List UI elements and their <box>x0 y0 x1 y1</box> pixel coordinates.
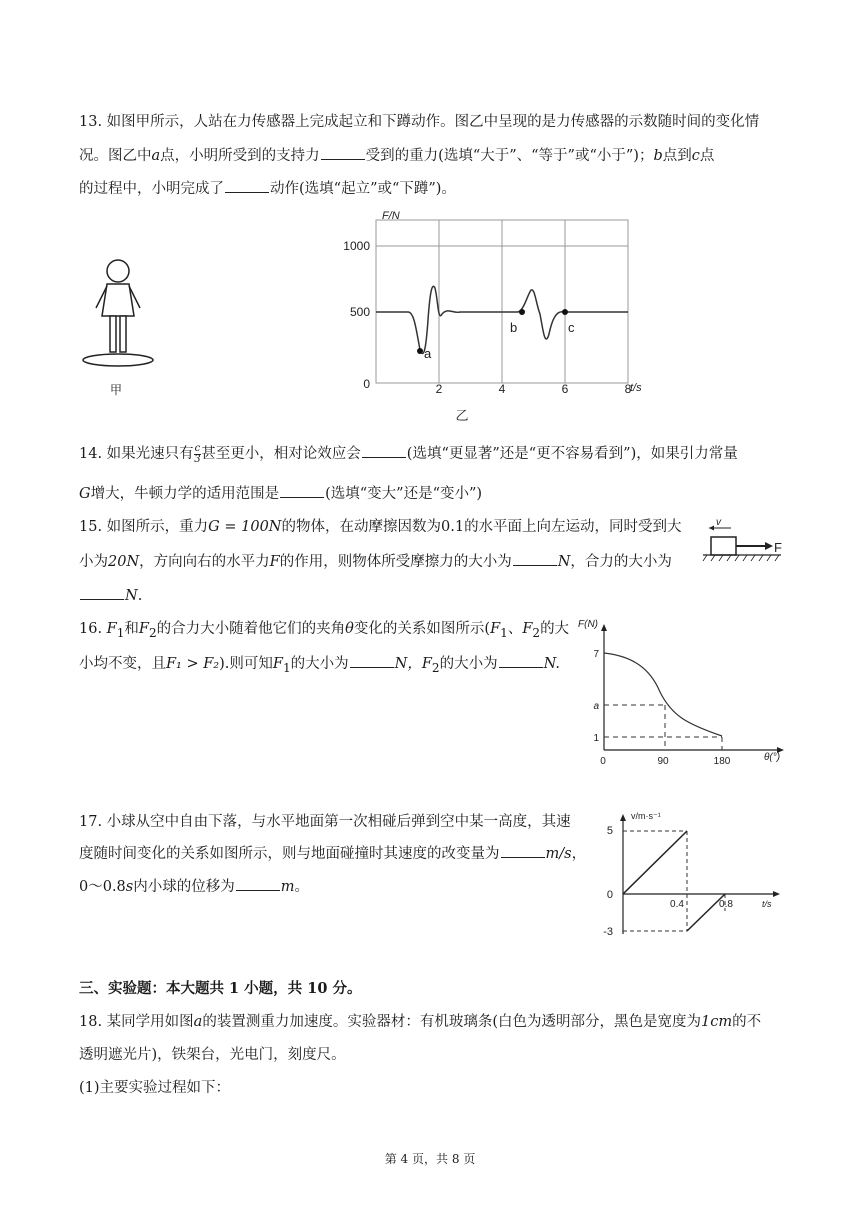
x-tick-180: 180 <box>713 756 731 767</box>
sub-1: 1 <box>282 660 291 675</box>
point-b-label: b <box>510 320 518 335</box>
sub-1: 1 <box>116 625 125 640</box>
q15-text: ，合力的大小为 <box>570 554 672 570</box>
sub-2: 2 <box>148 625 157 640</box>
q16-text: 小均不变，且 <box>79 656 166 672</box>
var-F1: F <box>272 656 283 672</box>
q15-text: 的水平面上向左运动，同时受到大 <box>464 519 682 535</box>
q16-text: 的大 <box>540 621 570 637</box>
x-tick-0.4: 0.4 <box>670 899 684 910</box>
q16-line-2 <box>79 653 560 678</box>
var-F2: F <box>421 656 432 672</box>
q17-text: 内小球的位移为 <box>133 879 235 895</box>
point-a-label: a <box>424 346 432 361</box>
q15-text: . <box>137 588 143 604</box>
x-axis-label: t/s <box>762 899 772 909</box>
mu-value: 0.1 <box>441 519 465 535</box>
point-b-dot <box>519 309 525 315</box>
figure-block-force <box>703 515 793 565</box>
y-tick-500: 500 <box>349 305 370 319</box>
point-c-label: c <box>568 320 575 335</box>
q13-text: 的过程中，小明完成了 <box>79 181 224 197</box>
q13-text: 况。图乙中 <box>79 148 152 164</box>
page-footer: 第 4 页，共 8 页 <box>384 1152 476 1166</box>
fig-v-label: v <box>716 517 721 528</box>
width-1cm: 1cm <box>700 1014 733 1030</box>
figure-resultant-force-graph <box>578 616 792 768</box>
q15-text: ，方向向右的水平力 <box>139 554 270 570</box>
q14-text: (选填“更显著”还是“更不容易看到”)，如果引力常量 <box>406 446 738 462</box>
x-tick-4: 4 <box>498 382 506 396</box>
sub-2: 2 <box>532 625 541 640</box>
q16-text: 的大小为 <box>439 656 498 672</box>
point-a-dot <box>417 348 423 354</box>
q16-text: 的大小为 <box>290 656 349 672</box>
x-tick-2: 2 <box>435 382 443 396</box>
unit-ms: m/s <box>545 846 572 862</box>
q15-line-1 <box>79 517 682 537</box>
y-axis-label: F(N) <box>578 619 598 630</box>
q14-text: 增大，牛顿力学的适用范围是 <box>90 486 280 502</box>
q16-text: 16. <box>79 621 107 637</box>
y-tick-0: 0 <box>363 377 370 391</box>
q16-line-1 <box>79 619 569 643</box>
x-tick-8: 8 <box>624 382 632 396</box>
answer-blank <box>280 483 324 498</box>
answer-blank <box>236 876 280 891</box>
x-axis-label: θ(°) <box>764 752 781 763</box>
q16-text: 和 <box>124 621 139 637</box>
answer-blank <box>225 178 269 193</box>
answer-blank <box>321 145 365 160</box>
q18-text: 的装置测重力加速度。实验器材：有机玻璃条(白色为透明部分，黑色是宽度为 <box>202 1014 701 1030</box>
var-a: a <box>193 1014 203 1030</box>
x-axis-label: t/s <box>630 382 642 394</box>
y-axis-label: F/N <box>382 210 400 222</box>
answer-blank <box>362 443 406 458</box>
q18-text: 透明遮光片)，铁架台，光电门，刻度尺。 <box>79 1047 346 1063</box>
q14-line-1 <box>79 443 738 465</box>
q17-line-1 <box>79 812 571 832</box>
figure-velocity-graph <box>598 806 788 940</box>
y-tick-1000: 1000 <box>343 239 370 253</box>
q13-text: 受到的重力(选填“大于”、“等于”或“小于”)； <box>365 148 654 164</box>
y-axis-label: v/m·s⁻¹ <box>631 811 661 821</box>
q17-line-3 <box>79 876 309 897</box>
q17-text: ， <box>571 846 587 862</box>
q13-text: 点，小明所受到的支持力 <box>160 148 320 164</box>
inequality: F₁ > F₂ <box>166 656 220 672</box>
fig-F-label: F <box>774 540 782 555</box>
eq-G: G = 100N <box>208 519 282 535</box>
frac-den: 3 <box>194 453 201 465</box>
q16-text: 、 <box>507 621 523 637</box>
point-c-dot <box>562 309 568 315</box>
var-c: c <box>691 148 700 164</box>
var-F1: F <box>106 621 117 637</box>
var-a: a <box>151 148 161 164</box>
q13-text: 点到 <box>662 148 692 164</box>
val-20N: 20N <box>108 554 140 570</box>
y-tick-0: 0 <box>606 889 613 901</box>
sub-1: 1 <box>500 625 508 640</box>
unit-N: N. <box>543 656 560 672</box>
figure-jia-person <box>78 258 158 398</box>
answer-blank <box>501 843 545 858</box>
answer-blank <box>80 585 124 600</box>
frac-num: c <box>194 442 201 454</box>
q13-text: 13. 如图甲所示，人站在力传感器上完成起立和下蹲动作。图乙中呈现的是力传感器的示数随时间的变化情 <box>79 114 760 130</box>
q14-text: 甚至更小，相对论效应会 <box>201 446 361 462</box>
q17-text: 。 <box>294 879 309 895</box>
y-tick-1: 1 <box>593 733 599 744</box>
y-tick-5: 5 <box>606 825 613 837</box>
y-tick-7: 7 <box>593 649 599 660</box>
q17-text: 0～0.8 <box>79 879 126 895</box>
q13-line-3 <box>79 178 456 199</box>
unit-N: N <box>557 554 571 570</box>
q15-text: 的作用，则物体所受摩擦力的大小为 <box>279 554 512 570</box>
q16-text: 变化的关系如图所示( <box>353 621 491 637</box>
x-tick-0: 0 <box>600 756 606 767</box>
q13-text: 点 <box>699 148 715 164</box>
var-F: F <box>269 554 280 570</box>
q15-line-2 <box>79 551 672 572</box>
var-theta: θ <box>345 621 354 637</box>
q18-line-1 <box>79 1012 761 1032</box>
fig-yi-label: 乙 <box>455 408 469 423</box>
q13-line-2 <box>79 145 714 166</box>
unit-m: m <box>280 879 295 895</box>
var-b: b <box>653 148 663 164</box>
q15-text: 的物体，在动摩擦因数为 <box>281 519 441 535</box>
q14-line-2 <box>79 483 482 504</box>
q15-line-3 <box>79 585 142 606</box>
sub-2: 2 <box>431 660 440 675</box>
q17-line-2 <box>79 843 586 864</box>
q14-text: (选填“变大”还是“变小”) <box>325 486 483 502</box>
var-F1: F <box>490 621 501 637</box>
var-G: G <box>79 486 91 502</box>
q13-text: 动作(选填“起立”或“下蹲”)。 <box>270 181 456 197</box>
q15-text: 15. 如图所示，重力 <box>79 519 209 535</box>
q18-text: (1)主要实验过程如下： <box>79 1080 231 1096</box>
q17-text: 度随时间变化的关系如图所示，则与地面碰撞时其速度的改变量为 <box>79 846 500 862</box>
fig-jia-label: 甲 <box>109 383 123 397</box>
q17-text: 17. 小球从空中自由下落，与水平地面第一次相碰后弹到空中某一高度，其速 <box>79 814 571 830</box>
answer-blank <box>350 653 394 668</box>
q14-text: 14. 如果光速只有 <box>79 446 194 462</box>
answer-blank <box>499 653 543 668</box>
section-heading: 三、实验题：本大题共 1 小题，共 10 分。 <box>79 980 362 997</box>
var-F2: F <box>138 621 149 637</box>
q13-line-1 <box>79 112 759 132</box>
q18-line-3 <box>79 1078 230 1098</box>
q15-text: 小为 <box>79 554 108 570</box>
unit-N: N， <box>394 656 422 672</box>
q18-line-2 <box>79 1045 346 1065</box>
unit-s: s <box>125 879 134 895</box>
unit-N: N <box>125 588 138 604</box>
y-tick-a: a <box>593 701 599 712</box>
var-F2: F <box>522 621 533 637</box>
answer-blank <box>513 551 557 566</box>
x-tick-0.8: 0.8 <box>719 899 733 910</box>
q16-text: ).则可知 <box>219 656 273 672</box>
y-tick-neg3: -3 <box>603 926 613 938</box>
q18-text: 的不 <box>732 1014 762 1030</box>
x-tick-90: 90 <box>657 756 669 767</box>
x-tick-6: 6 <box>561 382 569 396</box>
q18-text: 18. 某同学用如图 <box>79 1014 194 1030</box>
q16-text: 的合力大小随着他它们的夹角 <box>156 621 346 637</box>
figure-yi-force-graph <box>338 210 648 426</box>
